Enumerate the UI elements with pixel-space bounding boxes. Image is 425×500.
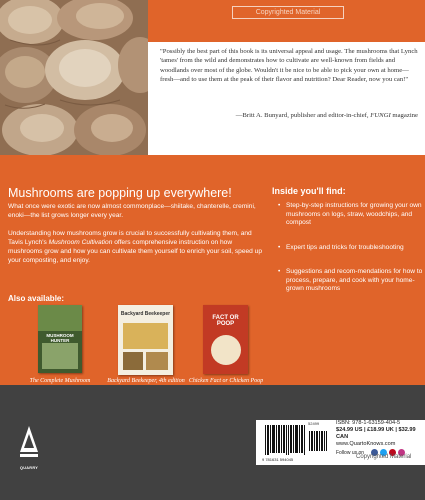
endorsement-attribution: —Britt A. Bunyard, publisher and editor-in-chief, FUNGI magazine xyxy=(235,112,418,119)
barcode-icon xyxy=(263,423,333,457)
inside-bullet-1: • Step-by-step instructions for growing your own mushrooms on logs, straw, woodchips, and compost xyxy=(278,202,425,228)
price-code: 52499 xyxy=(308,421,320,426)
headline: Mushrooms are popping up everywhere! xyxy=(8,186,232,200)
endorsement-quote: "Possibly the best part of this book is its universal appeal and usage. The mushrooms that Lynch 'tames' from the wild and demonstrates how to cultivate are well-known from fields and woodlands over most of the globe. Wouldn't it be nice to be able to pick your own at home—fresh—and to use them at the peak of their flavor and nutrition? Dear Reader, now you can!" xyxy=(160,48,418,83)
book-caption-3: Chicken Fact or Chicken Poop xyxy=(188,378,264,384)
mushroom-photo xyxy=(0,0,148,155)
inside-bullet-3: • Suggestions and recom-mendations for how to process, prepare, and cook with your home-grown mushrooms xyxy=(278,268,425,294)
book-cover-mushroom-hunter: MUSHROOM HUNTER xyxy=(38,305,82,373)
website-link[interactable]: www.QuartoKnows.com xyxy=(336,441,396,447)
book-cover-chicken-fact-or-poop: FACT OR POOP xyxy=(203,305,248,374)
inside-bullet-2: • Expert tips and tricks for troubleshooting xyxy=(278,244,425,253)
book-cover-backyard-beekeeper: Backyard Beekeeper xyxy=(118,305,173,375)
book-caption-1: The Complete Mushroom xyxy=(29,378,91,384)
copyright-watermark: Copyrighted Material xyxy=(356,454,412,460)
book-caption-2: Backyard Beekeeper, 4th edition xyxy=(107,378,185,384)
intro-paragraph: What once were exotic are now almost commonplace—shiitake, chanterelle, cremini, enoki—the list grows longer every year. xyxy=(8,203,256,219)
follow-us-label: Follow us on xyxy=(336,450,365,456)
copyright-stamp: Copyrighted Material xyxy=(232,6,344,19)
price-line: $24.99 US | £18.99 UK | $32.99 CAN xyxy=(336,427,416,440)
also-available-heading: Also available: xyxy=(8,294,65,303)
isbn-line: ISBN: 978-1-63159-404-5 xyxy=(336,420,401,426)
barcode-number: 9 781631 594045 xyxy=(262,457,294,462)
quarry-logo-icon xyxy=(20,426,38,464)
publisher-name: QUARRY xyxy=(19,466,39,470)
inside-heading: Inside you'll find: xyxy=(272,186,346,196)
isbn-block xyxy=(336,420,425,448)
description-paragraph: Understanding how mushrooms grow is crucial to successfully cultivating them, and Tavis Lynch's Mushroom Cultivation offers comprehensive instruction on how mushrooms grow and how you can cultivate them yourself to enrich your soil, speed up your composting, and enjoy. xyxy=(8,230,262,264)
